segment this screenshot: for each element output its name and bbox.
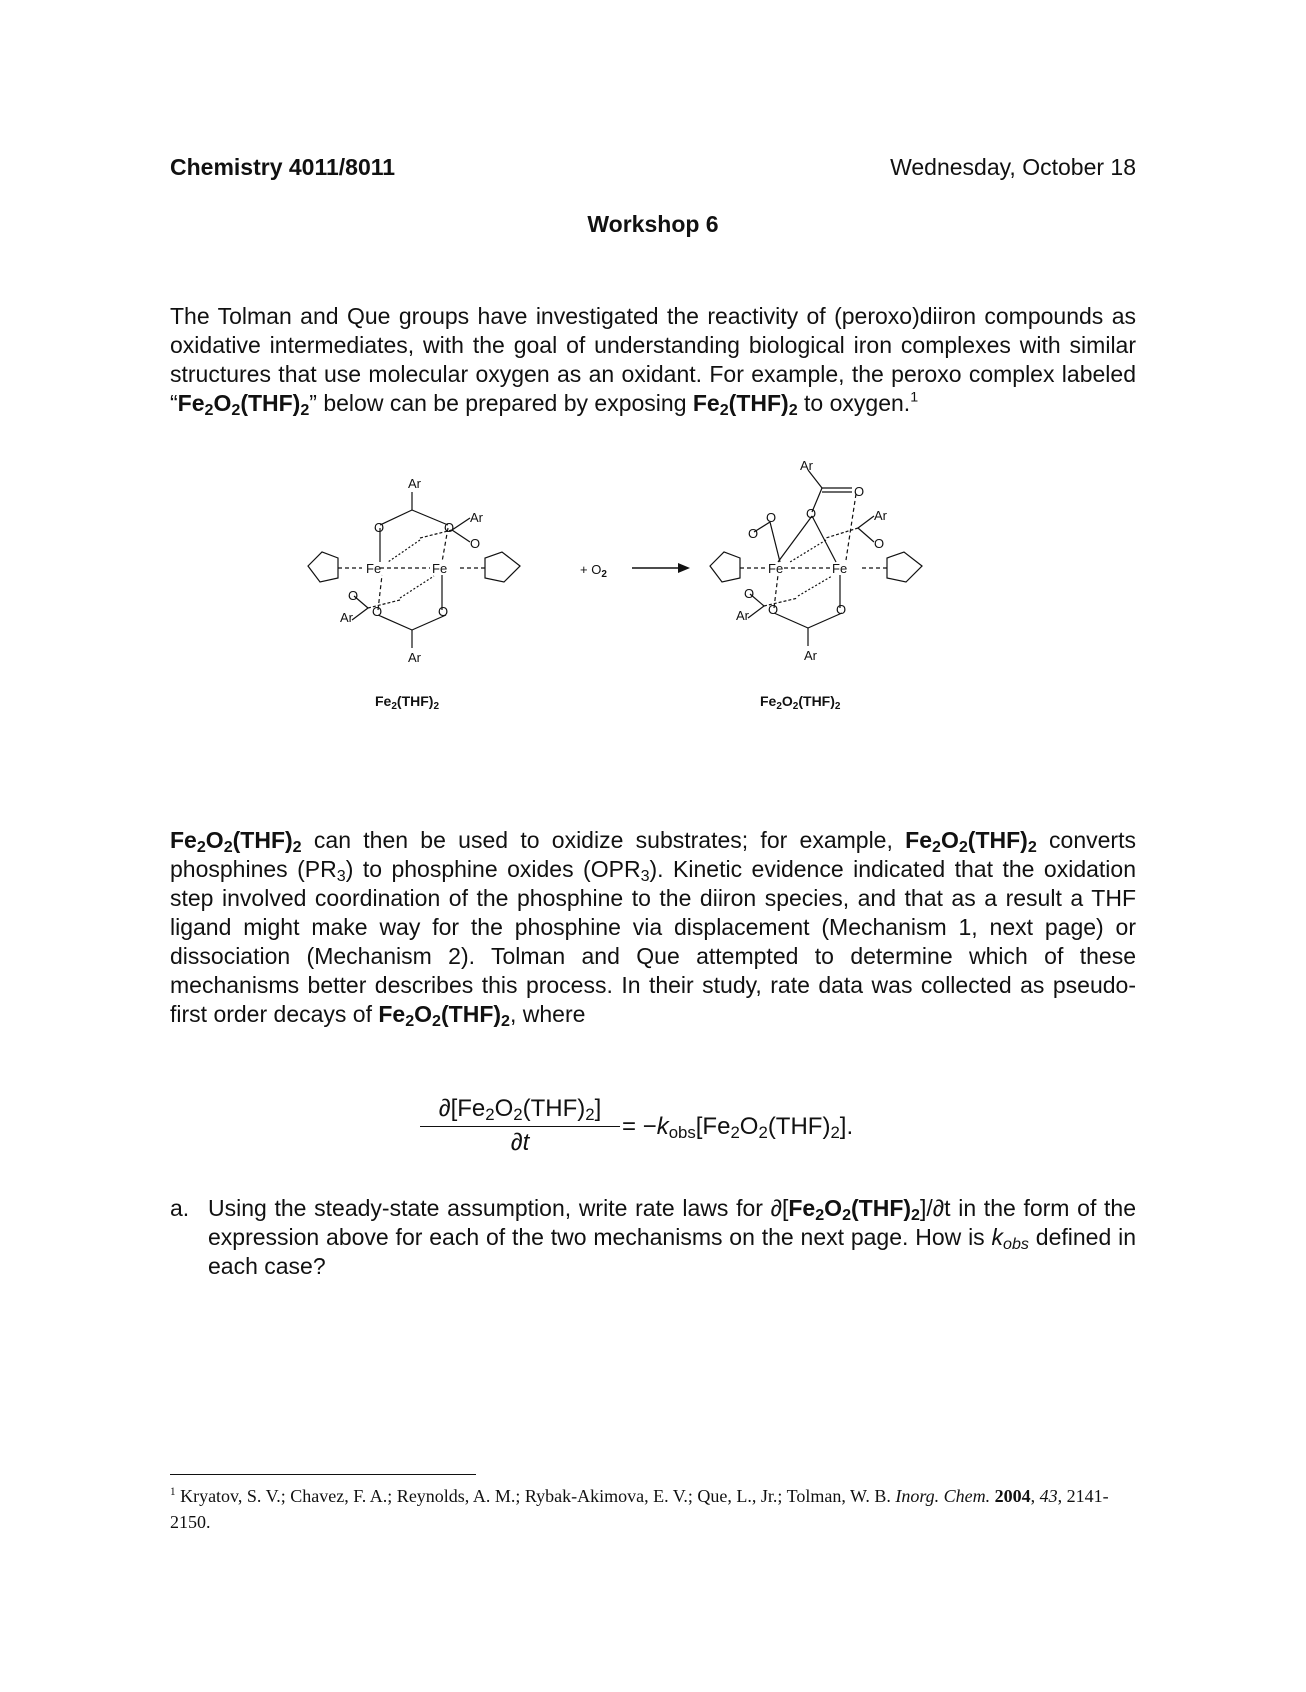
mechanism-paragraph: $Fe_2O_2(THF)_2$ can then be used to oxidize substrates; for example, $Fe_2O_2(THF)_2$ converts phosphines $(PR_3)$ to phosphine oxides $(OPR_3)$. Kinetic evidence indicated that the oxidation step involved coordination of the phosphine to the diiron species, and that as a result a THF ligand might make way for the phosphine via displacement (Mechanism 1, next page) or dissociation (Mechanism 2). Tolman and Que attempted to determine which of these mechanisms better describes this process. In their study, rate data was collected as pseudo-first order decays of $Fe_2O_2(THF)_2$, where [170, 827, 1136, 1031]
rate-rhs: = $-k_{obs}[Fe_2O_2(THF)_2]$. [622, 1113, 854, 1143]
reactant-aryl-bottom: Ar [408, 650, 421, 665]
reactant-aryl-right: Ar [470, 510, 483, 525]
reactant-oxygen: O [348, 588, 359, 603]
reactant-oxygen: O [444, 520, 455, 535]
footnote: $^1$ Kryatov, S. V.; Chavez, F. A.; Reynolds, A. M.; Rybak-Akimova, E. V.; Que, L., Jr.; Tolman, W. B. Inorg. Chem. 2004, 43, 2141-2150. [170, 1485, 1109, 1532]
product-iron-right: Fe [832, 561, 848, 576]
workshop-date: Wednesday, October 18 [890, 154, 1136, 180]
product-oxygen: O [854, 484, 865, 499]
reactant-oxygen: O [470, 536, 481, 551]
reaction-scheme [270, 458, 1070, 770]
compound-fe2o2thf2: $Fe_2O_2(THF)_2$ [905, 827, 1037, 857]
reactant-iron-left: Fe [366, 561, 382, 576]
question-a: a. Using the steady-state assumption, write rate laws for $\partial[Fe_2O_2(THF)_2]/\partial t$ in the form of the expression above for each of the two mechanisms on the next page. How is $k_{obs}$ defined in each case? [170, 1195, 1136, 1279]
rate-numerator: $\partial[Fe_2O_2(THF)_2]$ [420, 1095, 620, 1127]
reactant-oxygen: O [438, 604, 449, 619]
product-aryl-top: Ar [800, 458, 813, 473]
reactant-aryl-left: Ar [340, 610, 353, 625]
rate-fraction [420, 1095, 620, 1157]
product-oxygen: O [836, 602, 847, 617]
reactant-iron-right: Fe [432, 561, 448, 576]
reactant-aryl-top: Ar [408, 476, 421, 491]
compound-fe2o2thf2: $Fe_2O_2(THF)_2$ [788, 1195, 920, 1225]
reactant-structure [308, 476, 520, 665]
compound-fe2o2thf2: $Fe_2O_2(THF)_2$ [177, 390, 310, 420]
footnote-reference: 1 [910, 389, 919, 406]
journal-name: Inorg. Chem. [895, 1486, 991, 1506]
product-oxygen: O [874, 536, 885, 551]
course-title: Chemistry 4011/8011 [170, 154, 396, 180]
product-iron-left: Fe [768, 561, 784, 576]
rate-equation [0, 1095, 1306, 1175]
product-oxygen: O [768, 602, 779, 617]
compound-fe2o2thf2: $Fe_2O_2(THF)_2$ [170, 827, 302, 857]
intro-paragraph: The Tolman and Que groups have investigated the reactivity of (peroxo)diiron compounds as oxidative intermediates, with the goal of understanding biological iron complexes with similar structures that use molecular oxygen as an oxidant. For example, the peroxo complex labeled “$Fe_2O_2(THF)_2$” below can be prepared by exposing $Fe_2(THF)_2$ to oxygen.$^1$ [170, 303, 1136, 420]
reactant-label: $Fe_2(THF)_2$ [375, 693, 440, 712]
product-oxygen: O [744, 586, 755, 601]
product-aryl-left: Ar [736, 608, 749, 623]
compound-fe2o2thf2: $Fe_2O_2(THF)_2$ [378, 1001, 510, 1031]
product-label: $Fe_2O_2(THF)_2$ [760, 693, 841, 712]
reactant-oxygen: O [372, 604, 383, 619]
product-oxygen: O [766, 510, 777, 525]
product-aryl-bottom: Ar [804, 648, 817, 663]
product-structure [710, 458, 922, 663]
footnote-divider [170, 1474, 476, 1475]
reactant-oxygen: O [374, 520, 385, 535]
page-title: Workshop 6 [587, 211, 719, 237]
product-oxygen: O [806, 506, 817, 521]
question-marker: a. [170, 1195, 190, 1221]
product-oxygen: O [748, 526, 759, 541]
reagent-o2: + $O_2$ [580, 562, 607, 580]
compound-fe2thf2: $Fe_2(THF)_2$ [692, 390, 798, 420]
kobs-symbol: $k_{obs}$ [991, 1224, 1029, 1254]
rate-denominator: ∂t [510, 1129, 530, 1156]
product-aryl-right: Ar [874, 508, 887, 523]
